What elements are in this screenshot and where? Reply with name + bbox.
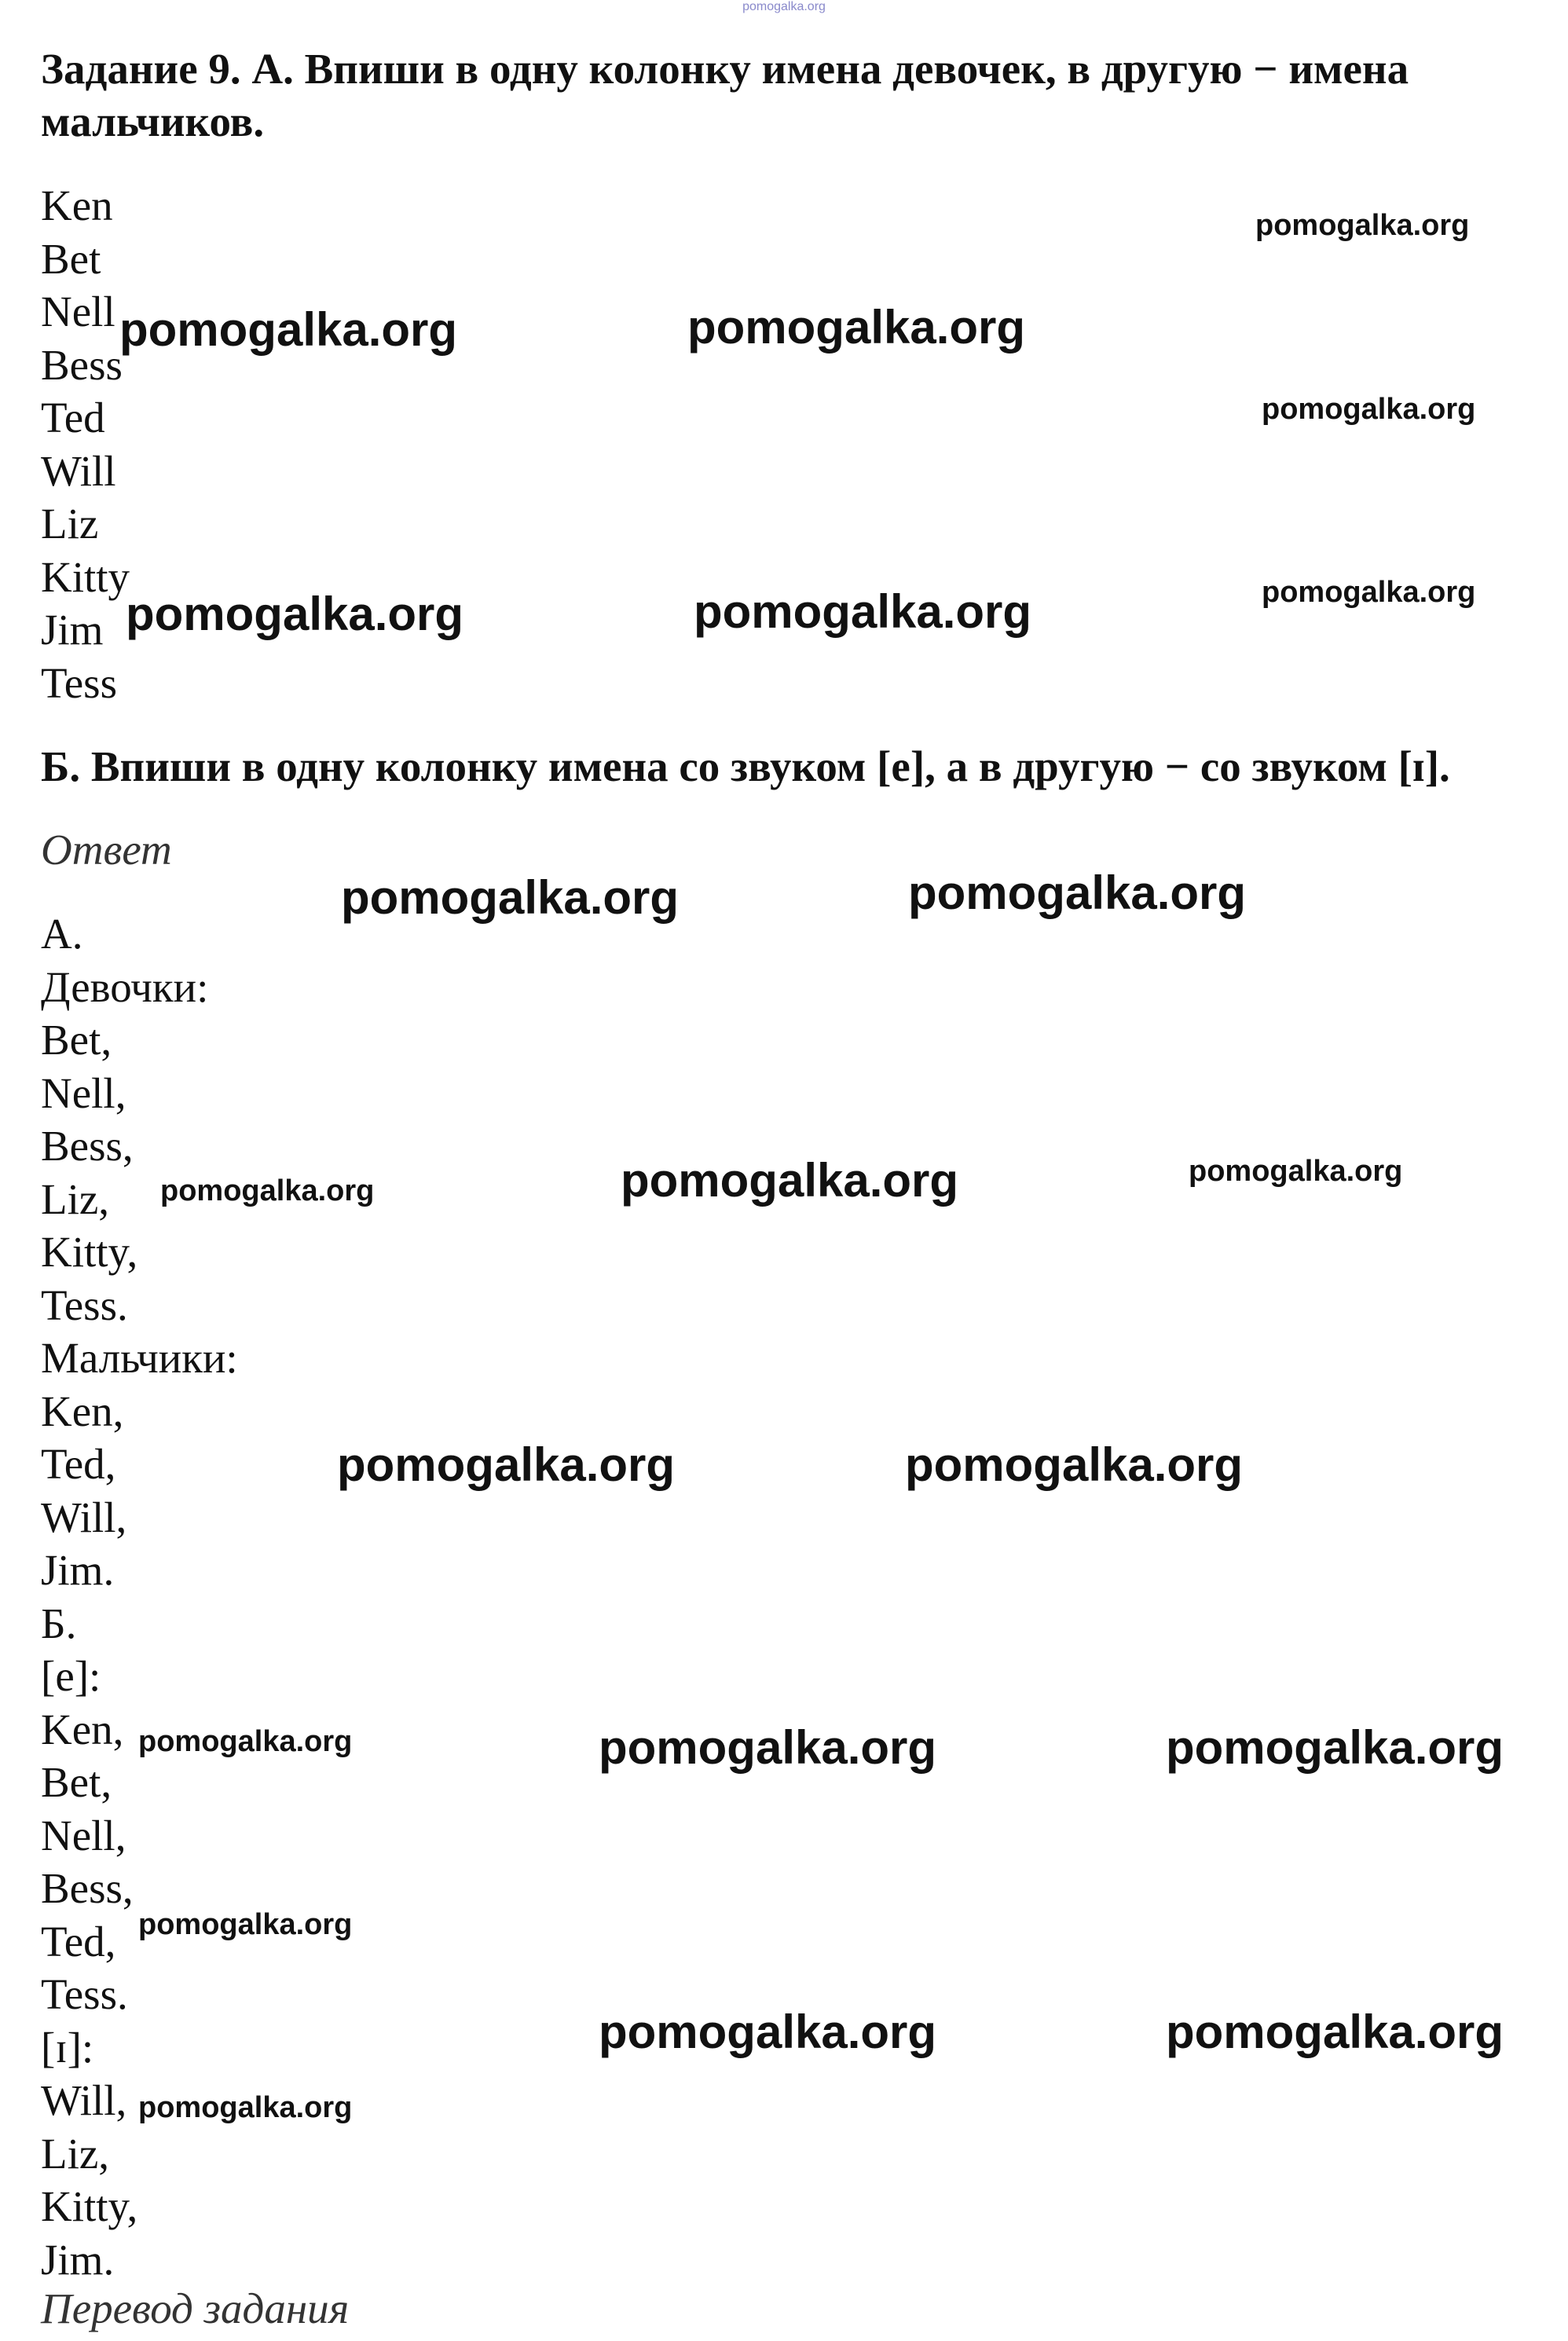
watermark: pomogalka.org [337,1438,676,1491]
watermark: pomogalka.org [341,871,680,924]
watermark: pomogalka.org [1262,393,1476,426]
watermark: pomogalka.org [1189,1155,1403,1188]
name-item: Ken [41,181,113,229]
watermark: pomogalka.org [621,1154,959,1207]
answer-line: Ken, [41,1387,124,1435]
answer-line: [ɪ]: [41,2023,94,2072]
watermark: pomogalka.org [1166,1721,1504,1774]
translation-heading: Перевод задания [41,2284,350,2332]
answer-line: Nell, [41,1068,126,1117]
site-mark: pomogalka.org [742,0,826,13]
answer-line: А. [41,910,83,958]
answer-line: Bess, [41,1122,134,1170]
answer-line: Bet, [41,1016,112,1064]
watermark: pomogalka.org [138,1908,353,1941]
watermark: pomogalka.org [599,1721,937,1774]
watermark: pomogalka.org [1255,209,1470,242]
answer-line: Девочки: [41,962,209,1011]
watermark: pomogalka.org [119,303,458,356]
answer-heading: Ответ [41,826,172,874]
answer-line: Ted, [41,1440,116,1488]
answer-line: Мальчики: [41,1334,238,1382]
name-item: Ted [41,394,105,441]
watermark: pomogalka.org [599,2006,937,2058]
watermark: pomogalka.org [1166,2006,1504,2058]
answer-line: Ken, [41,1705,124,1753]
answer-line: Will, [41,2076,127,2124]
watermark: pomogalka.org [126,588,464,640]
answer-line: Tess. [41,1970,128,2018]
answer-line: Kitty, [41,2182,138,2230]
answer-line: Liz, [41,1174,110,1223]
watermark: pomogalka.org [694,585,1032,638]
answer-list [41,907,238,2286]
name-item: Will [41,446,116,495]
answer-line: Tess. [41,1280,128,1329]
name-item: Bet [41,234,101,283]
answer-line: Kitty, [41,1228,138,1276]
answer-line: Ted, [41,1917,116,1965]
watermark: pomogalka.org [138,2091,353,2124]
task-part-b: Б. Впиши в одну колонку имена со звуком [e], а в другую − со звуком [ɪ]. [41,742,1450,790]
answer-line: Jim. [41,2235,115,2284]
answer-line: Nell, [41,1811,126,1859]
answer-line: Б. [41,1599,77,1647]
watermark: pomogalka.org [908,866,1247,919]
task-title: Задание 9. А. Впиши в одну колонку имена девочек, в другую − имена мальчиков. [41,45,1409,145]
answer-line: Will, [41,1493,127,1541]
answer-line: Jim. [41,1546,115,1594]
watermark: pomogalka.org [160,1174,375,1207]
answer-line: Liz, [41,2129,110,2178]
name-item: Tess [41,658,117,707]
name-item: Nell [41,288,115,335]
watermark: pomogalka.org [1262,576,1476,609]
name-item: Bess [41,340,123,389]
answer-line: [e]: [41,1652,101,1700]
answer-line: Bess, [41,1864,134,1912]
watermark: pomogalka.org [138,1725,353,1758]
watermark: pomogalka.org [687,301,1026,354]
names-list [41,179,130,709]
answer-line: Bet, [41,1758,112,1806]
name-item: Kitty [41,552,130,601]
name-item: Liz [41,500,99,548]
name-item: Jim [41,606,104,654]
watermark: pomogalka.org [905,1438,1244,1491]
